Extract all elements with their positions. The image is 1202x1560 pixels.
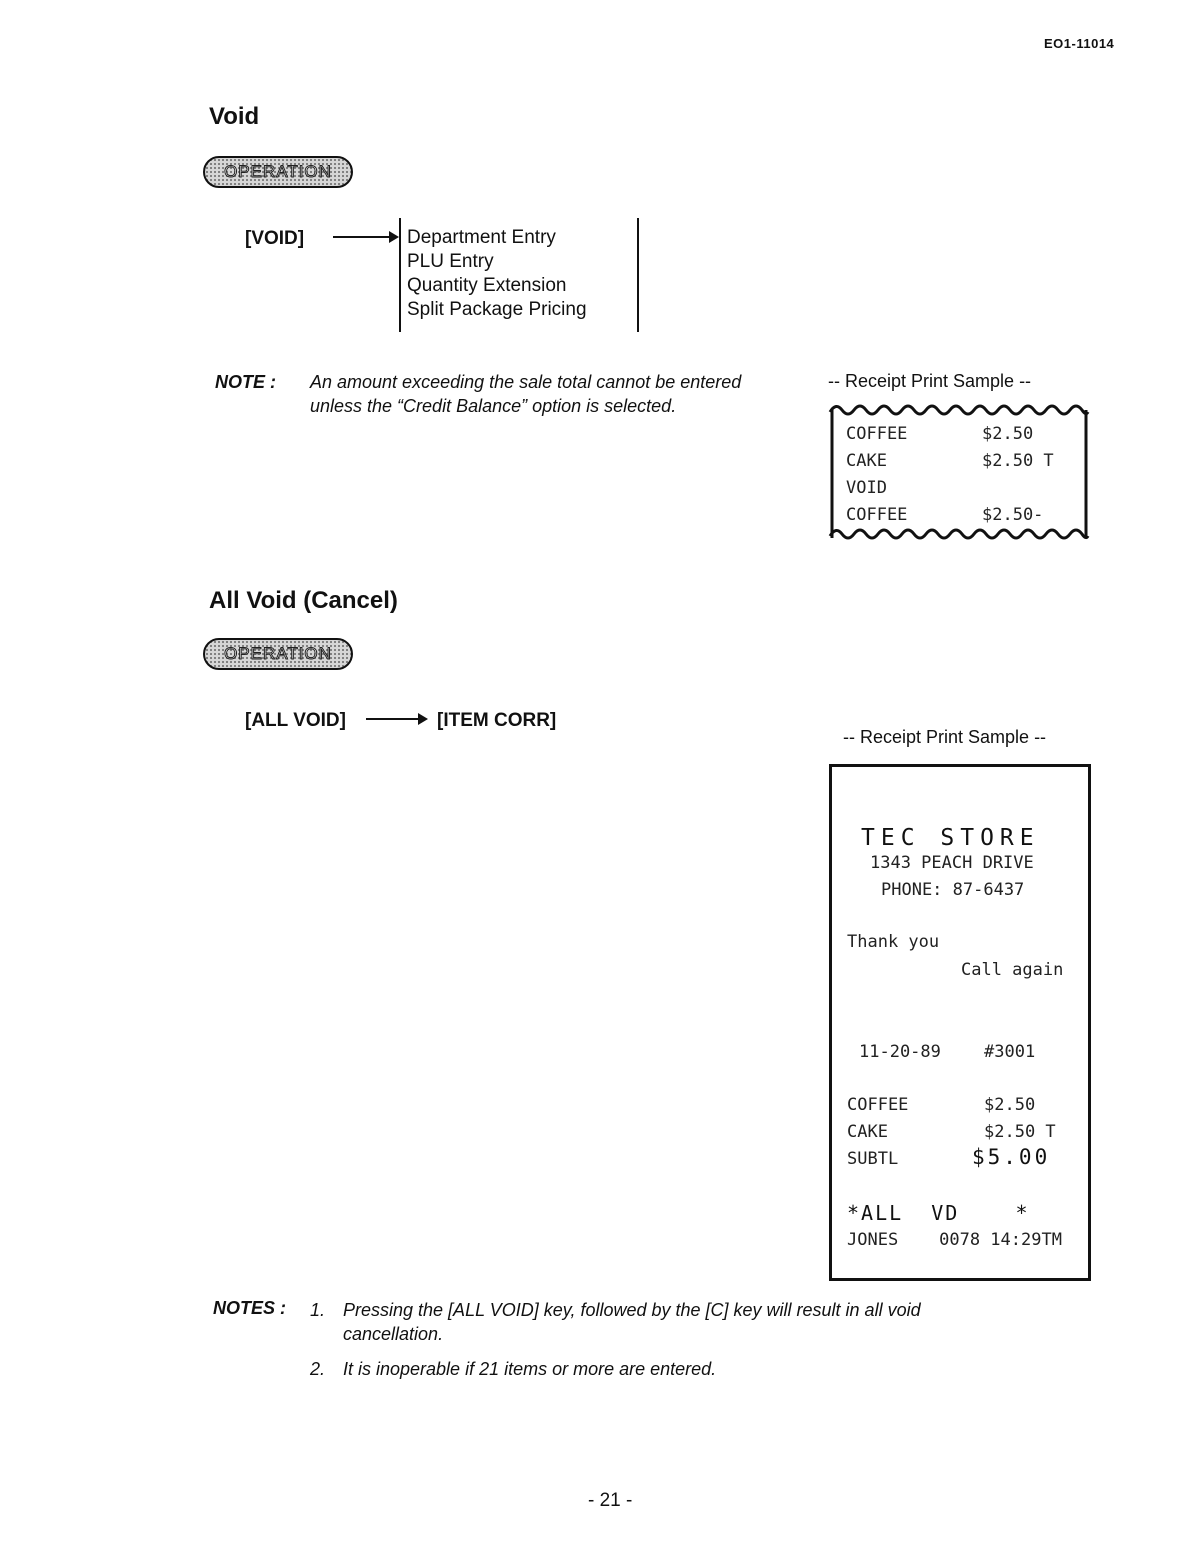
all-void-marker: *ALL VD * <box>847 1201 1030 1225</box>
note-line: unless the “Credit Balance” option is selected. <box>310 396 677 416</box>
void-key: [VOID] <box>245 228 305 249</box>
receipt-amount: $2.50- <box>982 505 1044 525</box>
subtotal-label: SUBTL <box>847 1149 899 1169</box>
all-void-key: [ALL VOID] <box>245 710 346 731</box>
subtotal-amount: $5.00 <box>972 1145 1051 1169</box>
note-text: It is inoperable if 21 items or more are entered. <box>343 1359 717 1379</box>
note-line: An amount exceeding the sale total cannot be entered <box>310 372 742 392</box>
note-label: NOTE : <box>215 372 276 392</box>
receipt-number: #3001 <box>984 1042 1036 1062</box>
page-number: - 21 - <box>588 1490 633 1511</box>
notes-label: NOTES : <box>213 1298 287 1318</box>
store-address: 1343 PEACH DRIVE <box>870 853 1034 873</box>
list-item: Split Package Pricing <box>407 299 587 320</box>
arrow-right-icon <box>333 236 397 238</box>
operation-badge <box>203 156 353 188</box>
receipt-item: COFFEE <box>847 1095 909 1115</box>
note-number: 2. <box>310 1359 326 1379</box>
receipt-item: COFFEE <box>846 505 908 525</box>
receipt-amount: $2.50 T <box>984 1122 1056 1142</box>
all-void-receipt <box>829 764 1091 1281</box>
note-text <box>343 1298 921 1346</box>
store-phone: PHONE: 87-6437 <box>881 880 1025 900</box>
receipt-amount: $2.50 T <box>982 451 1054 471</box>
void-options-list <box>407 226 587 322</box>
bracket-left-line <box>399 218 401 332</box>
void-heading: Void <box>209 103 260 130</box>
operation-badge-label: OPERATION <box>224 644 332 663</box>
receipt-amount: $2.50 <box>984 1095 1036 1115</box>
store-name: TEC STORE <box>861 825 1040 851</box>
receipt-date: 11-20-89 <box>859 1042 941 1062</box>
note-text <box>310 370 741 418</box>
receipt-item: COFFEE <box>846 424 908 444</box>
list-item: Quantity Extension <box>407 275 567 296</box>
call-again-text: Call again <box>961 960 1064 980</box>
receipt-sample-caption: -- Receipt Print Sample -- <box>843 727 1047 747</box>
list-item: PLU Entry <box>407 251 494 272</box>
arrow-right-icon <box>366 718 426 720</box>
receipt-amount: $2.50 <box>982 424 1034 444</box>
document-id: EO1-11014 <box>1044 36 1115 51</box>
note-number: 1. <box>310 1300 326 1320</box>
operation-badge <box>203 638 353 670</box>
all-void-heading: All Void (Cancel) <box>209 587 398 614</box>
receipt-sample-caption: -- Receipt Print Sample -- <box>828 371 1032 391</box>
receipt-item: VOID <box>846 478 887 498</box>
item-corr-key: [ITEM CORR] <box>437 710 557 731</box>
receipt-footer: JONES 0078 14:29TM <box>847 1230 1062 1250</box>
receipt-item: CAKE <box>846 451 887 471</box>
note-line: Pressing the [ALL VOID] key, followed by the [C] key will result in all void <box>343 1300 921 1320</box>
operation-badge-label: OPERATION <box>224 162 332 181</box>
list-item: Department Entry <box>407 227 556 248</box>
receipt-item: CAKE <box>847 1122 888 1142</box>
bracket-right-line <box>637 218 639 332</box>
note-line: cancellation. <box>343 1324 444 1344</box>
thank-you-text: Thank you <box>847 932 940 952</box>
